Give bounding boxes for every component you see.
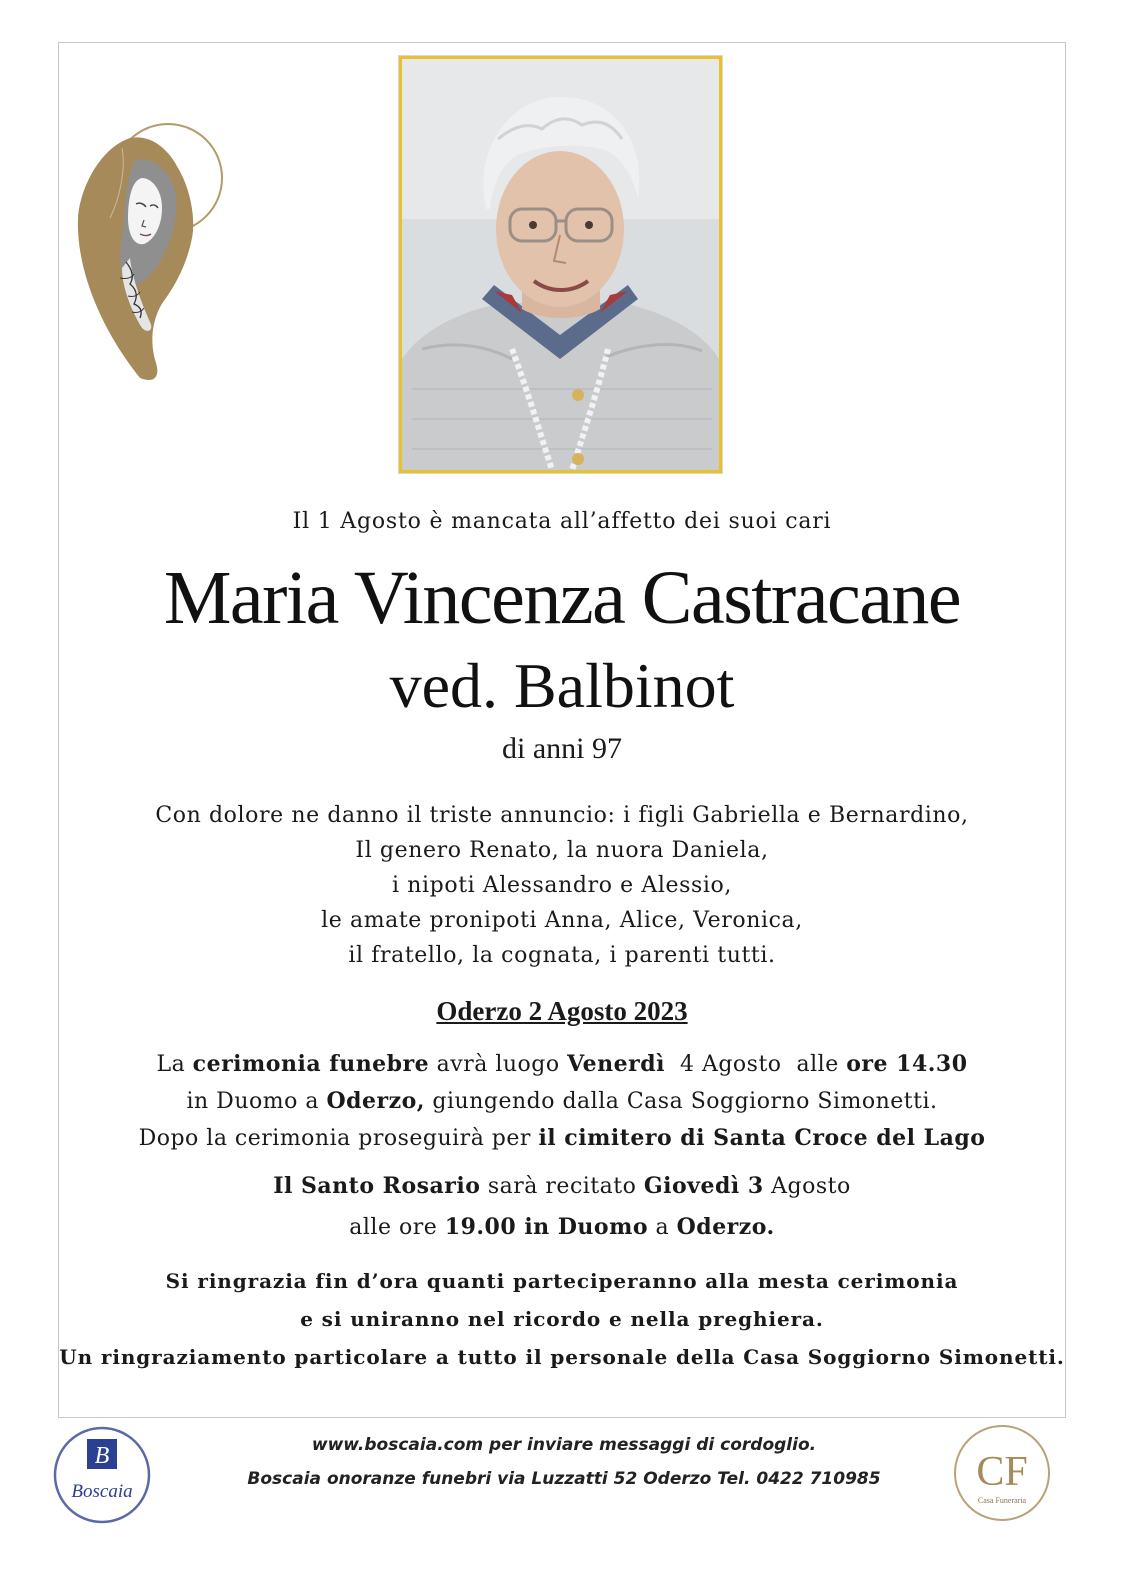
madonna-illustration xyxy=(70,108,230,388)
ceremony-details xyxy=(58,1046,1066,1157)
ceremony-line: La cerimonia funebre avrà luogo Venerdì 4 Agosto alle ore 14.30 xyxy=(156,1051,968,1077)
thanks-message xyxy=(58,1262,1066,1376)
boscaia-logo xyxy=(52,1425,152,1525)
casa-funeraria-monogram: CF xyxy=(976,1449,1028,1495)
family-line: le amate pronipoti Anna, Alice, Veronica, xyxy=(321,908,803,933)
footer-address: Boscaia onoranze funebri via Luzzatti 52 Oderzo Tel. 0422 710985 xyxy=(247,1469,881,1489)
casa-funeraria-logo xyxy=(952,1423,1052,1523)
family-announcement xyxy=(58,798,1066,973)
family-line: Con dolore ne danno il triste annuncio: i figli Gabriella e Bernardino, xyxy=(155,803,969,828)
age: di anni 97 xyxy=(502,732,622,765)
thanks-line: e si uniranno nel ricordo e nella preghiera. xyxy=(300,1307,824,1331)
ceremony-line: Dopo la cerimonia proseguirà per il cimitero di Santa Croce del Lago xyxy=(138,1125,986,1151)
thanks-line: Si ringrazia fin d’ora quanti parteciperanno alla mesta cerimonia xyxy=(165,1269,959,1293)
casa-funeraria-caption: Casa Funeraria xyxy=(977,1496,1027,1505)
widow-of: ved. Balbinot xyxy=(389,650,735,721)
family-line: Il genero Renato, la nuora Daniela, xyxy=(355,838,769,863)
deceased-name: Maria Vincenza Castracane xyxy=(163,556,961,640)
family-line: il fratello, la cognata, i parenti tutti. xyxy=(348,943,776,968)
intro-text: Il 1 Agosto è mancata all’affetto dei suoi cari xyxy=(292,509,832,534)
boscaia-name: Boscaia xyxy=(71,1481,133,1502)
rosary-details xyxy=(58,1166,1066,1248)
boscaia-initial: B xyxy=(94,1443,110,1469)
thanks-line: Un ringraziamento particolare a tutto il personale della Casa Soggiorno Simonetti. xyxy=(59,1345,1065,1369)
place-date: Oderzo 2 Agosto 2023 xyxy=(436,996,688,1026)
rosary-line: Il Santo Rosario sarà recitato Giovedì 3 Agosto xyxy=(273,1173,851,1199)
rosary-line: alle ore 19.00 in Duomo a Oderzo. xyxy=(349,1214,775,1240)
ceremony-line: in Duomo a Oderzo, giungendo dalla Casa Soggiorno Simonetti. xyxy=(186,1088,938,1114)
portrait-photo xyxy=(399,56,722,473)
family-line: i nipoti Alessandro e Alessio, xyxy=(392,873,732,898)
footer-website: www.boscaia.com per inviare messaggi di cordoglio. xyxy=(311,1435,817,1455)
